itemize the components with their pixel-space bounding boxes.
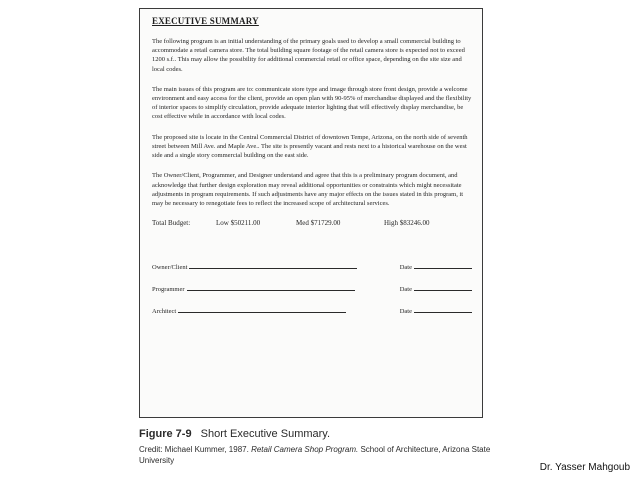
owner-date-label: Date [399,264,412,272]
programmer-date-line [414,289,472,291]
credit-work: Retail Camera Shop Program. [251,445,359,455]
figure-caption [139,428,499,467]
credit-prefix: Credit: Michael Kummer, 1987. [139,445,249,455]
budget-label: Total Budget: [152,219,191,228]
owner-signature-line [189,267,357,269]
budget-med: Med $71729.00 [296,219,341,228]
owner-label: Owner/Client [152,264,188,272]
figure-heading [139,428,499,441]
figure-credit [139,444,499,466]
budget-low: Low $50211.00 [216,219,261,228]
programmer-signature-line [187,289,355,291]
paragraph-intro: The following program is an initial understanding of the primary goals used to develop a small commercial building to accommodate a retail camera store. The total building square footage of the retail camera store is expected not to exceed 1200 s.f.. This may allow the possibility for additional commercial retail or office space, depending on the site size and local codes. [152,37,465,73]
scanned-document [139,8,483,418]
signature-row-architect [152,293,472,315]
budget-high: High $83246.00 [384,219,430,228]
owner-date-line [414,267,472,269]
paragraph-agreement: The Owner/Client, Programmer, and Designer understand and agree that this is a preliminary program document, and acknowledge that further design exploration may reveal additional opportunities or constraints which might necessitate adjustments in program requirements. If such adjustments have any major effects on the issues stated in this program, it may be necessary to renegotiate fees to reflect the increased scope of architectural services. [152,172,464,207]
signature-row-programmer [152,271,472,293]
programmer-date-label: Date [399,286,412,294]
credit-suffix: School of Architecture, Arizona State University [139,445,491,466]
document-title: EXECUTIVE SUMMARY [152,16,259,26]
architect-label: Architect [152,308,177,316]
author-credit: Dr. Yasser Mahgoub [539,462,630,473]
architect-date-line [414,311,472,313]
paragraph-main-issues: The main issues of this program are to: communicate store type and image through store front design, provide a welcome environment and easy access for the client, provide an open plan with 90-95% of merchandise displayed and the flexibility of interior spaces to simplify circulation, provide adequate interior lighting that will effectively display merchandise, be cost effective while in accordance with local codes. [152,85,472,121]
budget-row [152,219,472,227]
signature-row-owner [152,249,472,271]
programmer-label: Programmer [152,286,185,294]
signature-block [152,249,472,315]
figure-number: Figure 7-9 [139,428,192,440]
architect-date-label: Date [399,308,412,316]
architect-signature-line [178,311,346,313]
figure-title: Short Executive Summary. [200,428,331,440]
paragraph-site: The proposed site is locate in the Central Commercial District of downtown Tempe, Arizona, on the north side of seventh street between Mill Ave. and Maple Ave.. The site is presently vacant and rests next to a historical warehouse on the west side and a single story commercial building on the east side. [152,133,468,160]
